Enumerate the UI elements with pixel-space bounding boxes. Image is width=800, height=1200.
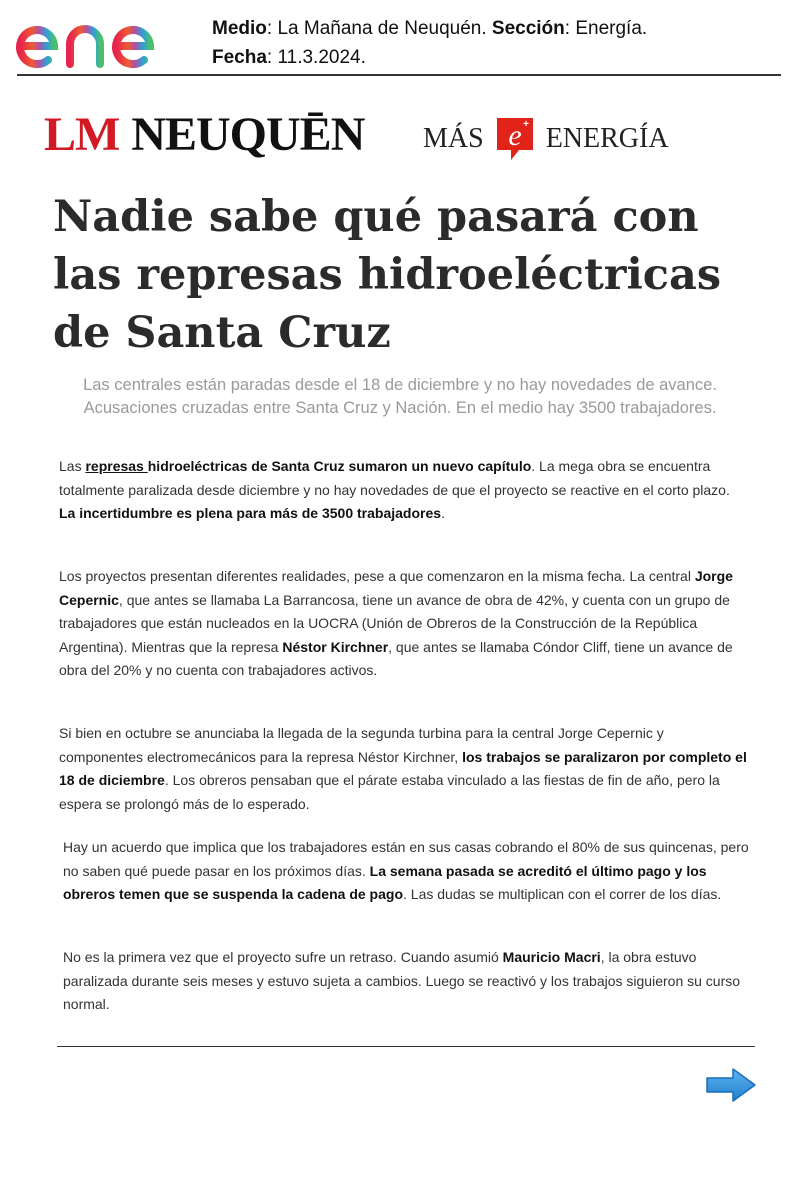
p5-bold: Mauricio Macri [502, 949, 601, 965]
header-divider [17, 74, 781, 76]
fecha-value: 11.3.2024. [277, 47, 366, 68]
article-title: Nadie sabe qué pasará con las represas hidroeléctricas de Santa Cruz [53, 192, 722, 358]
p2-text: , que antes se llamaba La Barrancosa, tiene un avance de obra de 42%, y cuenta con un grupo de trabajadores que están nucleados en la UOCRA (Unión de Obreros de la Construcción de la República Argentina). Mientras que la represa [59, 591, 730, 655]
p1-text: . La mega obra se encuentra totalmente paralizada desde diciembre y no hay novedades de que el proyecto se reactive en el corto plazo. [59, 458, 730, 498]
lm-neuquen-logo [44, 108, 364, 162]
page-header [0, 0, 800, 76]
p4-text: Hay un acuerdo que implica que los trabajadores están en sus casas cobrando el 80% de sus quincenas, pero no saben qué puede pasar en los próximos días. [63, 839, 749, 879]
p1-text: Las [59, 458, 86, 474]
article-summary: Las centrales están paradas desde el 18 de diciembre y no hay novedades de avance. Acusaciones cruzadas entre Santa Cruz y Nación. En el medio hay 3500 trabajadores. [83, 376, 717, 417]
article-paragraph-4 [63, 836, 753, 907]
arrow-right-icon[interactable] [705, 1066, 757, 1104]
p2-text: Los proyectos presentan diferentes realidades, pese a que comenzaron en la misma fecha. La central [59, 568, 695, 584]
p1-bold: La incertidumbre es plena para más de 3500 trabajadores [59, 505, 442, 521]
medio-value: La Mañana de Neuquén. [277, 18, 487, 39]
svg-text:+: + [522, 119, 529, 130]
p3-text: Si bien en octubre se anunciaba la llegada de la segunda turbina para la central Jorge Cepernic y componentes electromecánicos para la represa Néstor Kirchner, [59, 725, 664, 765]
seccion-value: Energía. [575, 18, 648, 39]
p1-bold: hidroeléctricas de Santa Cruz sumaron un nuevo capítulo [147, 458, 532, 474]
article-paragraph-1 [59, 455, 749, 526]
article-paragraph-3 [59, 722, 749, 816]
mas-energia-logo [423, 114, 669, 166]
mas-energia-mas: MÁS [423, 123, 484, 154]
p5-text: , la obra estuvo paralizada durante seis meses y estuvo sujeta a cambios. Luego se reactivó y los trabajos siguieron su curso normal. [63, 949, 741, 1012]
mas-energia-energia: ENERGÍA [545, 123, 669, 154]
source-meta [212, 14, 647, 72]
p2-bold: Jorge Cepernic [59, 568, 733, 608]
meta-line-1: Medio: La Mañana de Neuquén. Sección: Energía. [212, 18, 648, 39]
p2-text: , que antes se llamaba Cóndor Cliff, tiene un avance de obra del 20% y no cuenta con trabajadores activos. [59, 638, 733, 678]
svg-text:e: e [508, 119, 522, 152]
enel-logo [14, 6, 189, 70]
lm-logo-mark: LM [44, 108, 120, 161]
footer-divider [57, 1046, 755, 1047]
p5-text: No es la primera vez que el proyecto sufre un retraso. Cuando asumió [63, 949, 503, 965]
meta-line-2: Fecha: 11.3.2024. [212, 47, 366, 68]
p4-text: . Las dudas se multiplican con el correr de los días. [403, 886, 722, 902]
p1-text: . [441, 505, 445, 521]
lm-logo-city: NEUQUĒN [131, 108, 365, 161]
medio-label: Medio [212, 18, 267, 39]
p2-bold: Néstor Kirchner [282, 638, 389, 655]
p3-text: . Los obreros pensaban que el párate estaba vinculado a las fiestas de fin de año, pero la espera se prolongó más de lo esperado. [59, 772, 720, 812]
represas-link[interactable]: represas [85, 458, 148, 474]
fecha-label: Fecha [212, 47, 267, 68]
article-paragraph-2 [59, 565, 749, 683]
article-paragraph-5 [63, 946, 753, 1017]
p3-bold: los trabajos se paralizaron por completo el 18 de diciembre [59, 748, 747, 788]
energy-e-icon [493, 114, 537, 164]
p4-bold: La semana pasada se acreditó el último pago y los obreros temen que se suspenda la cadena de pago [63, 862, 707, 902]
seccion-label: Sección [491, 18, 565, 39]
